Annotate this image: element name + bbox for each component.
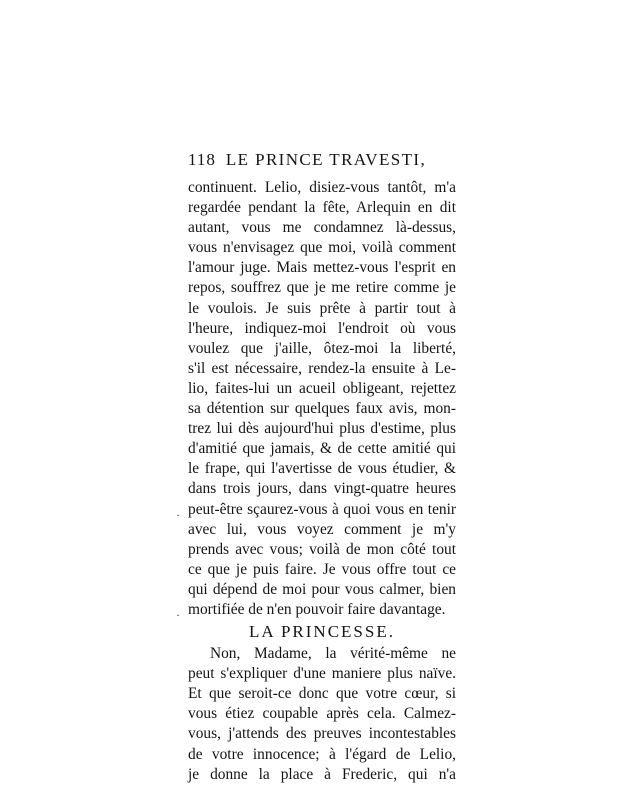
text-line: l'heure, indiquez-moi l'endroit où vous	[188, 319, 456, 337]
text-line: peut-être sçaurez-vous à quoi vous en tenir	[188, 500, 456, 518]
text-line: mortifiée de n'en pouvoir faire davantage.	[188, 600, 446, 618]
text-line: lio, faites-lui un acueil obligeant, rejettez	[188, 379, 456, 397]
text-line: peut s'expliquer d'une maniere plus naïve.	[188, 665, 456, 683]
text-line: de votre innocence; à l'égard de Lelio,	[188, 745, 456, 763]
text-line: s'il est nécessaire, rendez-la ensuite à Le-	[188, 359, 456, 377]
text-line: le frape, qui l'avertisse de vous étudier, &	[188, 460, 456, 478]
text-line: prends avec vous; voilà de mon côté tout	[188, 540, 456, 558]
running-header	[188, 150, 456, 178]
text-line: voulez que j'aille, ôtez-moi la liberté,	[188, 339, 456, 357]
text-block	[188, 150, 456, 785]
text-line: qui dépend de moi pour vous calmer, bien	[188, 580, 456, 598]
text-line: vous n'envisagez que moi, voilà comment	[188, 239, 456, 257]
text-line: sa détention sur quelques faux avis, mon-	[188, 400, 456, 418]
text-line: vous étiez coupable après cela. Calmez-	[188, 705, 456, 723]
text-line: continuent. Lelio, disiez-vous tantôt, m'a	[188, 179, 456, 196]
text-line: je donne la place à Frederic, qui n'a	[188, 765, 456, 783]
page-number: 118	[188, 150, 216, 169]
text-line: vous, j'attends des preuves incontestables	[188, 725, 456, 743]
text-line: autant, vous me condamnez là-dessus,	[188, 219, 456, 237]
text-line: d'amitié que jamais, & de cette amitié qui	[188, 440, 456, 458]
text-line: ce que je puis faire. Je vous offre tout ce	[188, 560, 456, 578]
text-line: repos, souffrez que je me retire comme je	[188, 279, 456, 297]
running-title: LE PRINCE TRAVESTI,	[225, 150, 427, 169]
text-line: Et que seroit-ce donc que votre cœur, si	[188, 685, 456, 703]
paragraph-1	[188, 178, 456, 620]
stray-ink-mark: ·	[176, 508, 180, 522]
text-line: le voulois. Je suis prête à partir tout à	[188, 299, 456, 317]
speaker-heading: LA PRINCESSE.	[249, 622, 395, 642]
text-line: Non, Madame, la vérité-même ne	[210, 645, 456, 663]
text-line: dans trois jours, dans vingt-quatre heures	[188, 480, 456, 498]
text-line: l'amour juge. Mais mettez-vous l'esprit en	[188, 259, 456, 277]
stray-ink-mark: ·	[176, 608, 180, 622]
text-line: regardée pendant la fête, Arlequin en dit	[188, 199, 456, 217]
text-line: avec lui, vous voyez comment je m'y	[188, 520, 456, 538]
paragraph-2	[188, 644, 456, 785]
text-line: trez lui dès aujourd'hui plus d'estime, plus	[188, 420, 456, 438]
